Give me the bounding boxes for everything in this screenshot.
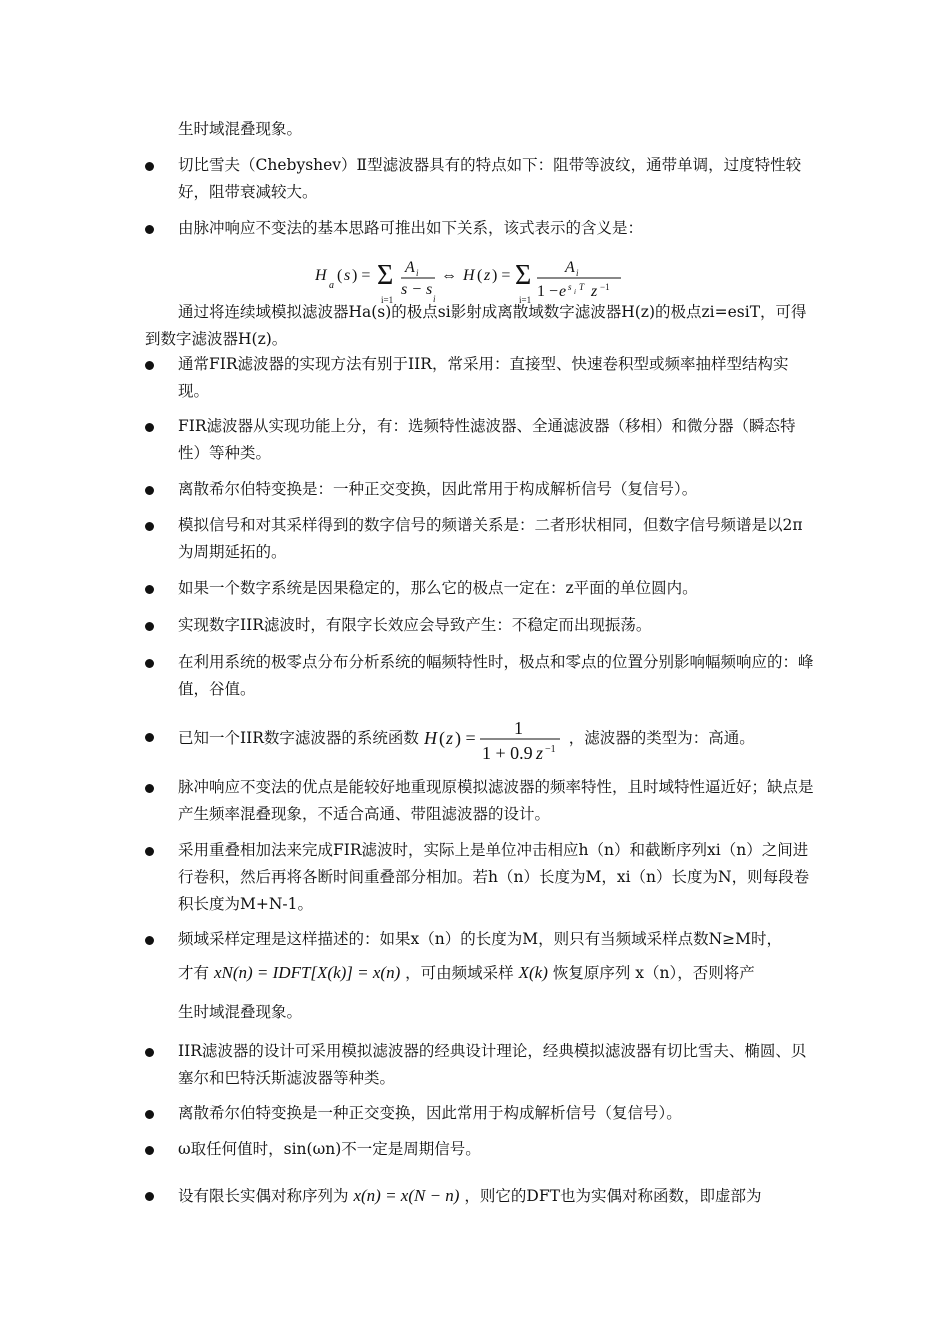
list-item (145, 575, 815, 602)
list-item (145, 711, 815, 765)
svg-text:T: T (579, 282, 585, 292)
sampling-line-1: 频域采样定理是这样描述的：如果x（n）的长度为M，则只有当频域采样点数N≥M时， (178, 930, 783, 948)
item-text-after: ，则它的DFT也为实偶对称函数，即虚部为 (464, 1187, 762, 1205)
bullet-icon (145, 936, 154, 945)
explain-text: 通过将连续域模拟滤波器Ha(s)的极点si影射成离散域数字滤波器H(z)的极点zi=esiT，可得到数字滤波器H(z)。 (145, 303, 807, 348)
svg-text:A: A (565, 259, 575, 276)
svg-text:z: z (591, 283, 598, 300)
svg-text:1 −: 1 − (537, 283, 559, 300)
sampling-line-2 (178, 953, 815, 993)
svg-text:Σ: Σ (515, 260, 532, 291)
svg-text:1: 1 (513, 718, 523, 738)
item-text: 由脉冲响应不变法的基本思路可推出如下关系，该式表示的含义是： (178, 219, 644, 237)
svg-text:(: ( (337, 267, 343, 284)
svg-text:s − s: s − s (401, 281, 433, 298)
item-text: 实现数字IIR滤波时，有限字长效应会导致产生：不稳定而出现振荡。 (178, 616, 652, 634)
list-item (145, 476, 815, 503)
svg-text:a: a (329, 280, 334, 291)
svg-text:i: i (576, 268, 579, 278)
item-text: 如果一个数字系统是因果稳定的，那么它的极点一定在：z平面的单位圆内。 (178, 579, 698, 597)
svg-text:1 + 0.9: 1 + 0.9 (481, 743, 533, 763)
bullet-icon (145, 847, 154, 856)
svg-text:i: i (416, 268, 419, 278)
bullet-icon (145, 486, 154, 495)
item-text: IIR滤波器的设计可采用模拟滤波器的经典设计理论，经典模拟滤波器有切比雪夫、椭圆、贝塞尔和巴特沃斯滤波器等种类。 (178, 1042, 807, 1087)
svg-text:) =: ) = (492, 267, 511, 284)
item-text: FIR滤波器从实现功能上分，有：选频特性滤波器、全通滤波器（移相）和微分器（瞬态特性）等种类。 (178, 417, 796, 462)
svg-text:H: H (463, 267, 475, 284)
list-item (145, 152, 815, 206)
svg-text:) =: ) = (352, 267, 371, 284)
bullet-icon (145, 1048, 154, 1057)
svg-text:A: A (405, 259, 415, 276)
list-item (145, 1182, 815, 1210)
item-text: 离散希尔伯特变换是一种正交变换，因此常用于构成解析信号（复信号）。 (178, 1104, 682, 1122)
bullet-icon (145, 733, 154, 742)
svg-text:) =: ) = (454, 728, 476, 748)
bullet-icon (145, 784, 154, 793)
list-item (145, 1136, 815, 1163)
svg-text:i=1: i=1 (381, 295, 394, 305)
svg-text:(: ( (438, 728, 445, 748)
xk-formula: X(k) (518, 963, 548, 982)
bullet-icon (145, 1192, 154, 1201)
even-sequence-formula: x(n) = x(N − n) (353, 1186, 460, 1205)
list-item (145, 612, 815, 639)
bullet-icon (145, 1110, 154, 1119)
item-text: 脉冲响应不变法的优点是能较好地重现原模拟滤波器的频率特性，且时域特性逼近好；缺点是产生频率混叠现象，不适合高通、带阻滤波器的设计。 (178, 778, 814, 823)
list-item (145, 649, 815, 703)
item-text: 在利用系统的极零点分布分析系统的幅频特性时，极点和零点的位置分别影响幅频响应的：峰值，谷值。 (178, 653, 814, 698)
bullet-icon (145, 225, 154, 234)
system-function-formula (424, 714, 564, 764)
svg-text:s: s (344, 267, 351, 284)
item-text: 模拟信号和对其采样得到的数字信号的频谱关系是：二者形状相同，但数字信号频谱是以2π为周期延拓的。 (178, 516, 803, 561)
item-text: 采用重叠相加法来完成FIR滤波时，实际上是单位冲击相应h（n）和截断序列xi（n）之间进行卷积，然后再将各断时间重叠部分相加。若h（n）长度为M，xi（n）长度为N，则每段卷积长度为M+N-1。 (178, 841, 810, 913)
svg-text:⇔: ⇔ (441, 267, 457, 284)
svg-text:z: z (445, 728, 453, 748)
bullet-icon (145, 423, 154, 432)
svg-text:−1: −1 (544, 744, 556, 755)
svg-text:(: ( (477, 267, 483, 284)
sampling-text-b: ，可由频域采样 (405, 964, 514, 982)
list-item (145, 1100, 815, 1127)
svg-text:i=1: i=1 (519, 295, 532, 305)
svg-text:z: z (535, 743, 543, 763)
list-item (145, 926, 815, 1026)
svg-text:H: H (423, 728, 437, 748)
sampling-text-c: 恢复原序列 x（n），否则将产 (552, 964, 755, 982)
sampling-line-3: 生时域混叠现象。 (178, 1003, 303, 1021)
list-item (145, 1038, 815, 1092)
list-item (145, 413, 815, 467)
svg-text:i: i (574, 288, 576, 296)
svg-text:Σ: Σ (377, 260, 394, 291)
lead-text: 生时域混叠现象。 (178, 120, 303, 138)
svg-text:−1: −1 (600, 282, 610, 292)
bullet-icon (145, 622, 154, 631)
svg-text:s: s (568, 282, 572, 292)
item-text: ω取任何值时，sin(ωn)不一定是周期信号。 (178, 1140, 481, 1158)
bullet-icon (145, 361, 154, 370)
sampling-text-a: 才有 (178, 964, 210, 982)
bullet-icon (145, 659, 154, 668)
svg-text:e: e (559, 283, 567, 300)
svg-text:i: i (433, 294, 436, 304)
list-item (145, 837, 815, 918)
item-text: 通常FIR滤波器的实现方法有别于IIR，常采用：直接型、快速卷积型或频率抽样型结构实现。 (178, 355, 789, 400)
item-text (178, 711, 815, 765)
item-text: 切比雪夫（Chebyshev）Ⅱ型滤波器具有的特点如下：阻带等波纹，通带单调，过度特性较好，阻带衰减较大。 (178, 156, 802, 201)
list-item (145, 512, 815, 566)
svg-text:z: z (484, 267, 491, 284)
sampling-formula: xN(n) = IDFT[X(k)] = x(n) (213, 963, 401, 982)
bullet-icon (145, 162, 154, 171)
item-text-after: ，滤波器的类型为：高通。 (568, 729, 755, 747)
list-item (145, 351, 815, 405)
bullet-icon (145, 1146, 154, 1155)
list-item (145, 774, 815, 828)
item-text-before: 已知一个IIR数字滤波器的系统函数 (178, 729, 419, 747)
bullet-icon (145, 522, 154, 531)
bullet-icon (145, 585, 154, 594)
item-text: 离散希尔伯特变换是：一种正交变换，因此常用于构成解析信号（复信号）。 (178, 480, 698, 498)
list-item (145, 215, 815, 242)
item-text-before: 设有限长实偶对称序列为 (178, 1187, 349, 1205)
item-text (178, 926, 815, 1026)
item-text (178, 1182, 815, 1210)
svg-text:H: H (315, 267, 327, 284)
